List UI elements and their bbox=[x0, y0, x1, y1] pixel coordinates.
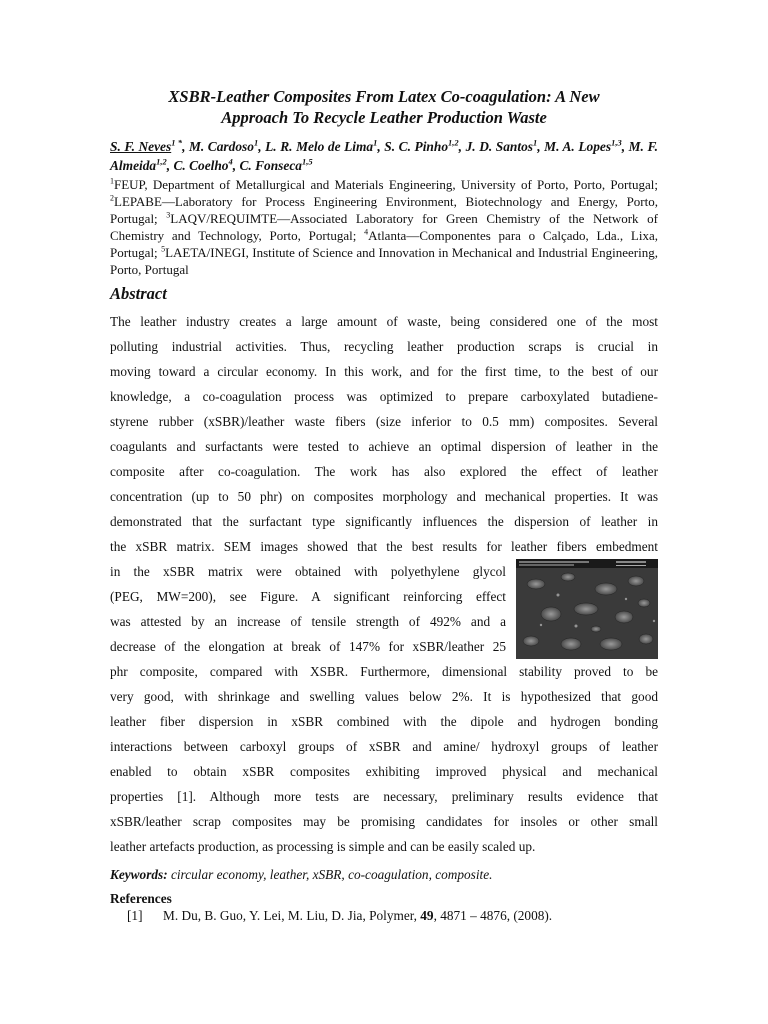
paper-title bbox=[110, 86, 658, 128]
author-sup: 1 bbox=[373, 137, 378, 148]
author-sup: 1 bbox=[533, 137, 538, 148]
reference-item bbox=[127, 907, 552, 925]
affil-sup: 3 bbox=[166, 210, 171, 220]
abstract-line: composite after co-coagulation. The work has also explored the effect of leather bbox=[110, 464, 658, 479]
author: , L. R. Melo de Lima bbox=[258, 139, 374, 154]
affiliation: LAETA/INEGI, Institute of Science and Innovation in Mechanical and Industrial Engineering, Porto, Portugal bbox=[110, 245, 658, 277]
references-heading: References bbox=[110, 891, 172, 906]
abstract-line: leather fiber dispersion in xSBR combined with the dipole and hydrogen bonding bbox=[110, 714, 658, 729]
author-sup: 4 bbox=[228, 156, 233, 167]
affiliation: FEUP, Department of Metallurgical and Materials Engineering, University of Porto, Porto, Portugal; bbox=[114, 177, 658, 192]
reference-volume: 49 bbox=[420, 908, 434, 923]
author: , J. D. Santos bbox=[458, 139, 533, 154]
author-sup: 1 * bbox=[171, 137, 183, 148]
author-sup: 1,3 bbox=[611, 137, 622, 148]
affil-sup: 2 bbox=[110, 193, 114, 203]
affiliation: Atlanta—Componentes para o Calçado, Lda., Lixa, Portugal; bbox=[110, 228, 658, 260]
abstract-line: properties [1]. Although more tests are necessary, preliminary results evidence that bbox=[110, 789, 658, 804]
affil-sup: 5 bbox=[161, 244, 166, 254]
reference-text: M. Du, B. Guo, Y. Lei, M. Liu, D. Jia, Polymer, bbox=[163, 908, 421, 923]
reference-number: [1] bbox=[127, 908, 143, 923]
abstract-line: interactions between carboxyl groups of xSBR and amine/ hydroxyl groups of leather bbox=[110, 739, 658, 754]
abstract-line: enabled to obtain xSBR composites exhibiting improved physical and mechanical bbox=[110, 764, 658, 779]
author: , M. Cardoso bbox=[182, 139, 254, 154]
author: , M. F. Almeida bbox=[110, 139, 658, 173]
corresponding-author: S. F. Neves bbox=[110, 139, 172, 154]
title-line-1: XSBR-Leather Composites From Latex Co-coagulation: A New bbox=[168, 87, 600, 106]
abstract-line: xSBR/leather scrap composites may be promising candidates for insoles or other small bbox=[110, 814, 658, 829]
author-sup: 1 bbox=[253, 137, 259, 148]
author-sup: 1,5 bbox=[301, 156, 313, 167]
abstract-line: phr composite, compared with XSBR. Furthermore, dimensional stability proved to be bbox=[110, 664, 658, 679]
abstract-line: The leather industry creates a large amount of waste, being considered one of the most bbox=[110, 314, 658, 329]
affiliations bbox=[110, 176, 658, 278]
sem-micrograph-graphic bbox=[516, 559, 658, 659]
abstract-line: demonstrated that the surfactant type significantly influences the dispersion of leather in bbox=[110, 514, 658, 529]
keywords-label: Keywords: bbox=[110, 867, 168, 882]
affil-sup: 4 bbox=[364, 227, 369, 237]
author: , M. A. Lopes bbox=[537, 139, 612, 154]
affiliation: LAQV/REQUIMTE—Associated Laboratory for Green Chemistry of the Network of Chemistry and Technology, Porto, Portugal; bbox=[110, 211, 658, 243]
abstract-line: coagulants and surfactants were tested to achieve an optimal dispersion of leather in the bbox=[110, 439, 658, 454]
abstract-line: knowledge, a co-coagulation process was optimized to prepare carboxylated butadiene- bbox=[110, 389, 658, 404]
abstract-line: leather artefacts production, as processing is simple and can be easily scaled up. bbox=[110, 839, 536, 854]
abstract-line: styrene rubber (xSBR)/leather waste fibers (size inferior to 0.5 mm) composites. Several bbox=[110, 414, 658, 429]
reference-tail: , 4871 – 4876, (2008). bbox=[433, 908, 553, 923]
title-line-2: Approach To Recycle Leather Production Waste bbox=[221, 108, 547, 127]
keywords bbox=[110, 866, 492, 884]
affil-sup: 1 bbox=[110, 176, 114, 186]
abstract-heading: Abstract bbox=[110, 284, 167, 303]
abstract-line: moving toward a circular economy. In this work, and for the first time, to the best of our bbox=[110, 364, 658, 379]
abstract-line: was attested by an increase of tensile strength of 492% and a bbox=[110, 614, 506, 629]
abstract-line: the xSBR matrix. SEM images showed that the best results for leather fibers embedment bbox=[110, 539, 658, 554]
abstract-line: concentration (up to 50 phr) on composites morphology and mechanical properties. It was bbox=[110, 489, 658, 504]
abstract-line: (PEG, MW=200), see Figure. A significant reinforcing effect bbox=[110, 589, 506, 604]
author-sup: 1,2 bbox=[448, 137, 459, 148]
author-list bbox=[110, 137, 658, 175]
author: , C. Coelho bbox=[166, 158, 229, 173]
abstract-line: very good, with shrinkage and swelling values below 2%. It is hypothesized that good bbox=[110, 689, 658, 704]
abstract-line: decrease of the elongation at break of 147% for xSBR/leather 25 bbox=[110, 639, 506, 654]
affiliation: LEPABE—Laboratory for Process Engineering Environment, Biotechnology and Energy, Porto, Portugal; bbox=[110, 194, 658, 226]
author: , S. C. Pinho bbox=[377, 139, 449, 154]
keywords-text: circular economy, leather, xSBR, co-coagulation, composite. bbox=[167, 867, 493, 882]
author-sup: 1,2 bbox=[156, 156, 167, 167]
author: , C. Fonseca bbox=[232, 158, 302, 173]
abstract-line: polluting industrial activities. Thus, recycling leather production scraps is crucial in bbox=[110, 339, 658, 354]
abstract-line: in the xSBR matrix were obtained with polyethylene glycol bbox=[110, 564, 506, 579]
sem-micrograph-image bbox=[516, 559, 658, 659]
